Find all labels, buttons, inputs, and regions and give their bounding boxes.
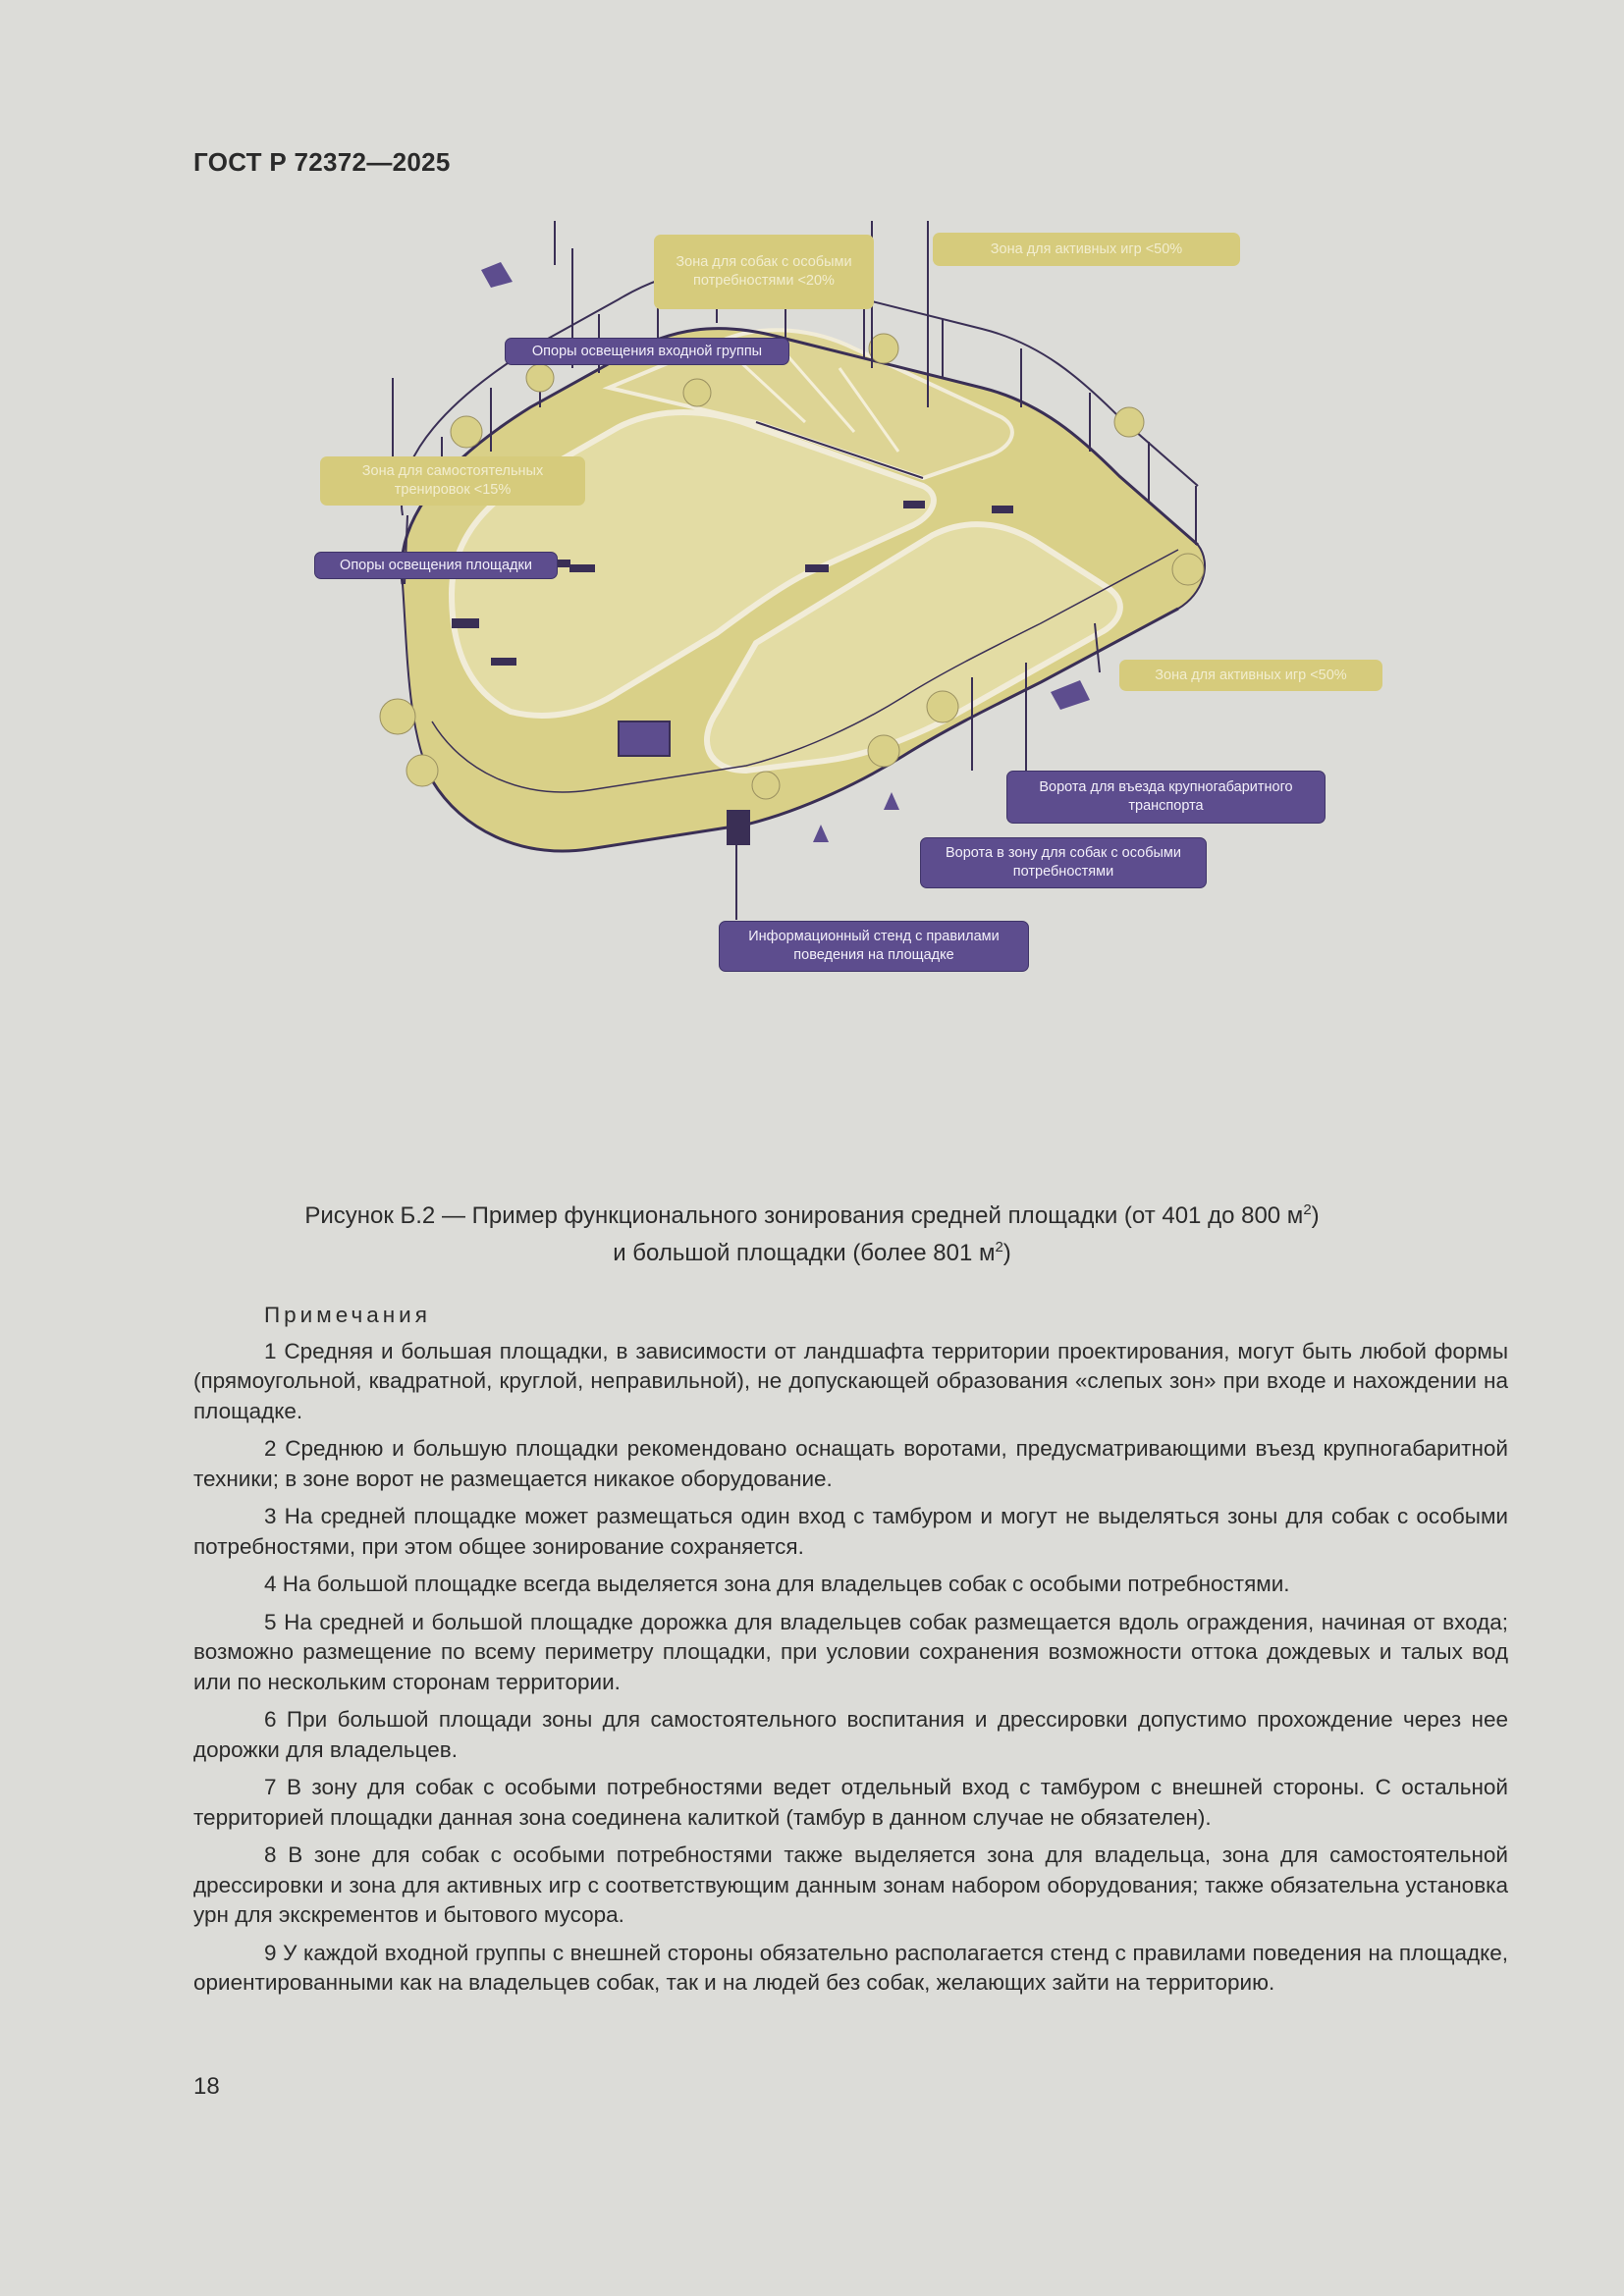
site-illustration: [295, 221, 1404, 987]
label-active-games-zone-top: Зона для активных игр <50%: [933, 233, 1240, 266]
note-item: 4 На большой площадке всегда выделяется зона для владельцев собак с особыми потребностями.: [264, 1572, 1290, 1596]
label-special-needs-gate: Ворота в зону для собак с особыми потребностями: [920, 837, 1207, 888]
standard-code-header: ГОСТ Р 72372—2025: [193, 147, 451, 177]
label-special-needs-zone: Зона для собак с особыми потребностями <20%: [654, 235, 874, 309]
notes-section: [193, 1301, 1508, 2006]
figure-caption: [193, 1195, 1431, 1269]
note-item: 1 Средняя и большая площадки, в зависимости от ландшафта территории проектирования, могут быть любой формы (прямоугольной, квадратной, круглой, неправильной), не допускающей образования «слепых зон» при входе и нахождении на площадке.: [193, 1338, 1508, 1423]
label-independent-training-zone: Зона для самостоятельных тренировок <15%: [320, 456, 585, 506]
note-item: 5 На средней и большой площадке дорожка для владельцев собак размещается вдоль ограждения, начиная от входа; возможно размещение по всему периметру площадки, при условии сохранения возможности оттока дождевых и талых вод или по нескольким сторонам территории.: [193, 1609, 1508, 1694]
note-item: 2 Среднюю и большую площадки рекомендовано оснащать воротами, предусматривающими въезд крупногабаритной техники; в зоне ворот не размещается никакое оборудование.: [193, 1436, 1508, 1491]
caption-line-2: и большой площадки (более 801 $м^2$): [613, 1239, 1011, 1266]
label-active-games-zone-right: Зона для активных игр <50%: [1119, 660, 1382, 691]
label-site-lighting: Опоры освещения площадки: [314, 552, 558, 579]
label-info-stand: Информационный стенд с правилами поведения на площадке: [719, 921, 1029, 972]
label-large-vehicle-gate: Ворота для въезда крупногабаритного транспорта: [1006, 771, 1326, 824]
page-number: 18: [193, 2073, 220, 2100]
note-item: 8 В зоне для собак с особыми потребностями также выделяется зона для владельца, зона для самостоятельной дрессировки и зона для активных игр с соответствующим данным зонам набором оборудования; также обязательна установка урн для экскрементов и бытового мусора.: [193, 1842, 1508, 1927]
note-item: 9 У каждой входной группы с внешней стороны обязательно располагается стенд с правилами поведения на площадке, ориентированными как на владельцев собак, так и на людей без собак, желающих зайти на территорию.: [193, 1940, 1508, 1995]
zoning-figure: [295, 221, 1404, 987]
note-item: 6 При большой площади зоны для самостоятельного воспитания и дрессировки допустимо прохождение через нее дорожки для владельцев.: [193, 1707, 1508, 1762]
note-item: 7 В зону для собак с особыми потребностями ведет отдельный вход с тамбуром с внешней стороны. С остальной территорией площадки данная зона соединена калиткой (тамбур в данном случае не обязателен).: [193, 1775, 1508, 1830]
caption-line-1: Рисунок Б.2 — Пример функционального зонирования средней площадки (от 401 до 800 $м^2$): [304, 1201, 1320, 1229]
notes-title: Примечания: [264, 1303, 431, 1327]
label-entrance-lighting: Опоры освещения входной группы: [505, 338, 789, 365]
note-item: 3 На средней площадке может размещаться один вход с тамбуром и могут не выделяться зоны для собак с особыми потребностями, при этом общее зонирование сохраняется.: [193, 1504, 1508, 1559]
